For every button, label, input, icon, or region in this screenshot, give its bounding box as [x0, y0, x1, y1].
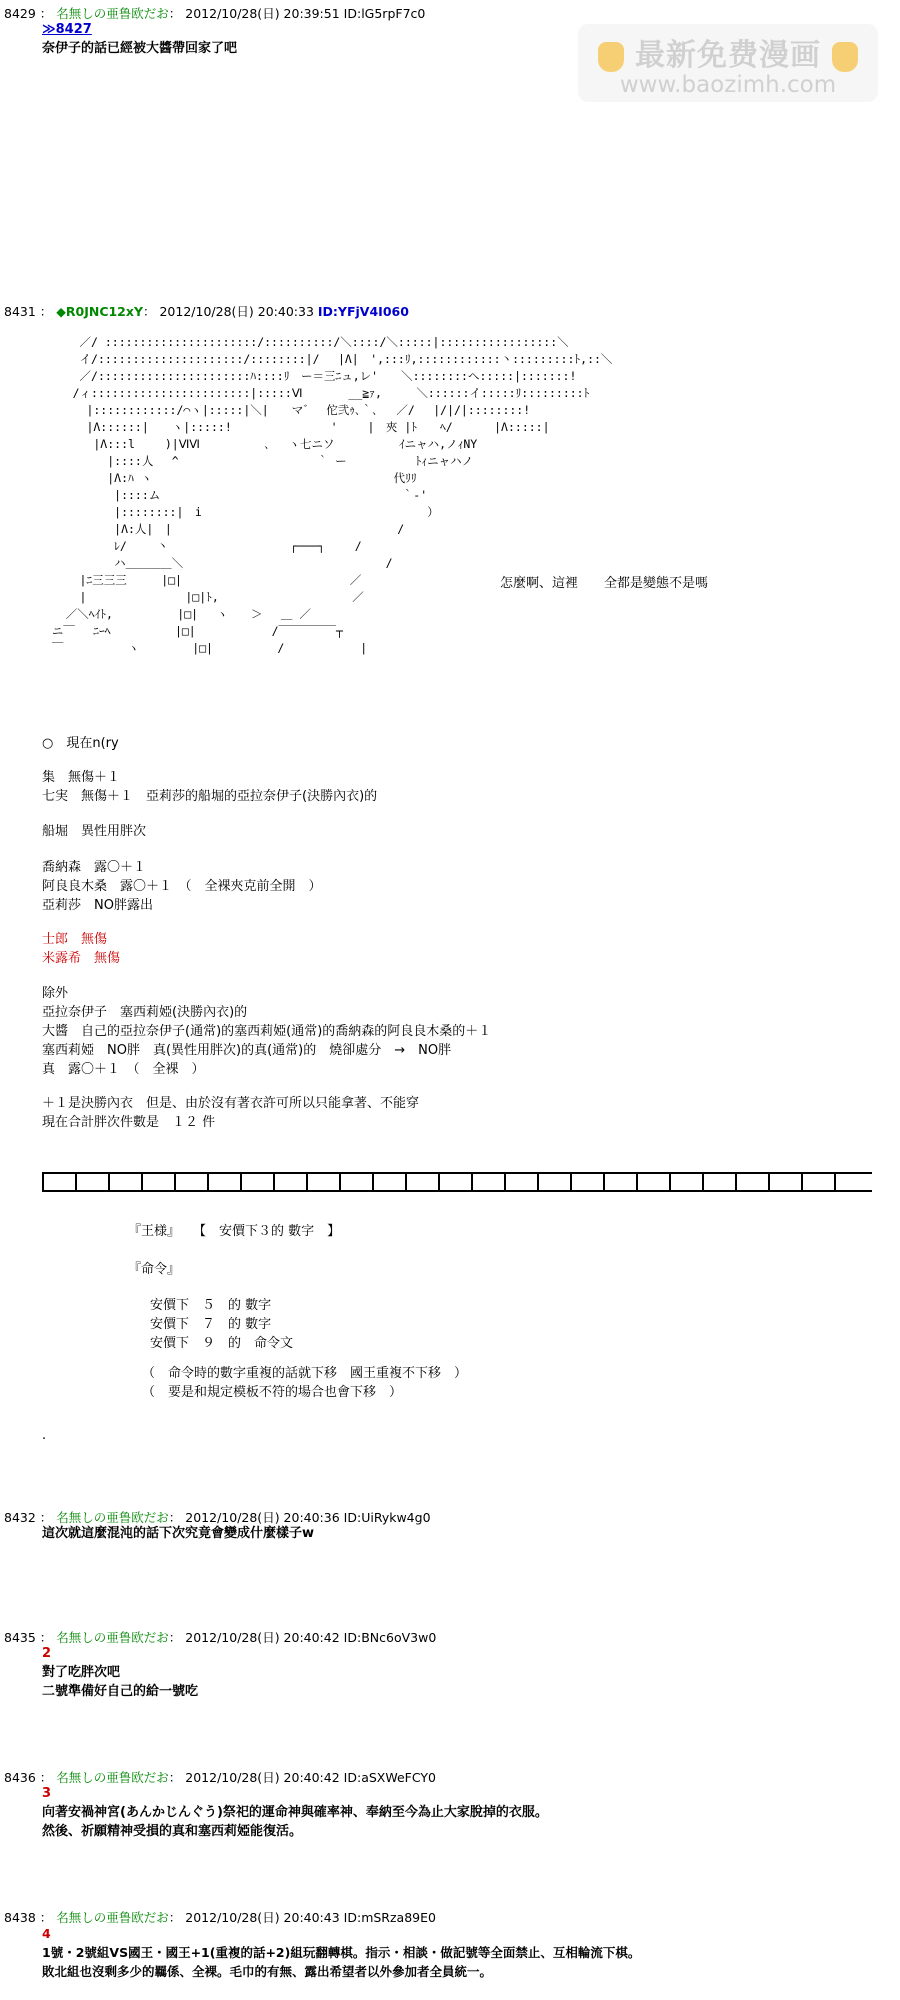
- poster-trip: ◆R0JNC12xY: [56, 304, 143, 319]
- post-number[interactable]: 8429: [4, 6, 36, 21]
- post-date: 2012/10/28(日) 20:40:42: [185, 1770, 340, 1785]
- ruler-tick: [504, 1172, 506, 1192]
- rule-notes: （ 命令時的數字重複的話就下移 國王重複不下移 ） （ 要是和規定模板不符的場合也會下移 ）: [142, 1366, 468, 1400]
- post-header: 8435 ： 名無しの亜鲁欧だお： 2012/10/28(日) 20:40:42 ID:BNc6oV3w0: [4, 1630, 437, 1645]
- poster-name: 名無しの亜鲁欧だお: [56, 1510, 169, 1525]
- post-id[interactable]: ID:mSRza89E0: [343, 1910, 436, 1925]
- ruler-tick: [471, 1172, 473, 1192]
- ruler-tick: [636, 1172, 638, 1192]
- post-date: 2012/10/28(日) 20:40:42: [185, 1630, 340, 1645]
- reply-anchor-link[interactable]: ≫8427: [42, 22, 92, 37]
- status-group-unharmed: 士郎 無傷 米露希 無傷: [42, 932, 121, 966]
- post-id[interactable]: ID:lG5rpF7c0: [343, 6, 426, 21]
- ruler-tick: [669, 1172, 671, 1192]
- post-header: 8429 ： 名無しの亜鲁欧だお： 2012/10/28(日) 20:39:51 ID:lG5rpF7c0: [4, 6, 426, 21]
- ruler-tick: [339, 1172, 341, 1192]
- status-group-excluded: 除外 亞拉奈伊子 塞西莉婭(決勝內衣)的 大醬 自己的亞拉奈伊子(通常)的塞西莉婭(通常)的喬納森的阿良良木桑的＋１ 塞西莉婭 NO胖 真(異性用胖次)的真(通常)的 燒卻處分 → NO胖 真 露〇＋１ （ 全裸 ）: [42, 986, 492, 1077]
- rule-command-list: 安價下 ５ 的 數字 安價下 ７ 的 數字 安價下 ９ 的 命令文: [150, 1298, 294, 1351]
- ruler-line: [42, 1172, 872, 1174]
- post-id[interactable]: ID:BNc6oV3w0: [343, 1630, 437, 1645]
- post-number[interactable]: 8438: [4, 1910, 36, 1925]
- post-number[interactable]: 8431: [4, 304, 36, 319]
- ruler-tick: [702, 1172, 704, 1192]
- status-group: 喬納森 露〇＋１ 阿良良木桑 露〇＋１ （ 全裸夾克前全開 ） 亞莉莎 NO胖露出: [42, 860, 322, 913]
- ruler-tick: [801, 1172, 803, 1192]
- poster-name: 名無しの亜鲁欧だお: [56, 1630, 169, 1645]
- divider-ruler: [42, 1172, 872, 1192]
- ruler-tick: [570, 1172, 572, 1192]
- post-date: 2012/10/28(日) 20:40:33: [159, 304, 314, 319]
- watermark-logo: [578, 24, 878, 102]
- status-current: ○ 現在n(ry: [42, 736, 119, 751]
- post-body: [42, 20, 237, 58]
- hand-icon: [598, 42, 624, 72]
- ruler-tick: [735, 1172, 737, 1192]
- ruler-tick: [537, 1172, 539, 1192]
- post-number[interactable]: 8436: [4, 1770, 36, 1785]
- poster-name: 名無しの亜鲁欧だお: [56, 1770, 169, 1785]
- post-id[interactable]: ID:UiRykw4g0: [343, 1510, 431, 1525]
- ruler-tick: [108, 1172, 110, 1192]
- rule-command-title: 『命令』: [128, 1262, 181, 1277]
- rule-king: 『王様』 【 安價下３的 數字 】: [128, 1224, 341, 1239]
- poster-name: 名無しの亜鲁欧だお: [56, 1910, 169, 1925]
- status-group: 船堀 異性用胖次: [42, 824, 147, 839]
- ruler-tick: [207, 1172, 209, 1192]
- ruler-tick: [405, 1172, 407, 1192]
- ascii-art-caption: 怎麼啊、這裡 全都是變態不是嗎: [500, 576, 709, 591]
- post-header: 8438 ： 名無しの亜鲁欧だお： 2012/10/28(日) 20:40:43 ID:mSRza89E0: [4, 1910, 436, 1925]
- ruler-tick: [75, 1172, 77, 1192]
- post-body: 3 向著安禍神宮(あんかじんぐう)祭祀的運命神與確率神、奉納至今為止大家脫掉的衣服。 然後、祈願精神受損的真和塞西莉婭能復活。: [42, 1786, 548, 1839]
- post-header: 8431 ： ◆R0JNC12xY： 2012/10/28(日) 20:40:33 ID:YFjV4I060: [4, 304, 409, 319]
- status-group-total: ＋１是決勝內衣 但是、由於沒有著衣許可所以只能拿著、不能穿 現在合計胖次件數是 １２ 件: [42, 1096, 420, 1130]
- post-id[interactable]: ID:YFjV4I060: [317, 304, 409, 319]
- ruler-tick: [273, 1172, 275, 1192]
- ruler-tick: [141, 1172, 143, 1192]
- post-body: 2 對了吃胖次吧 二號準備好自己的給一號吃: [42, 1646, 199, 1699]
- ruler-line: [42, 1190, 872, 1192]
- post-header: 8432 ： 名無しの亜鲁欧だお： 2012/10/28(日) 20:40:36 ID:UiRykw4g0: [4, 1510, 431, 1525]
- post-body: 4 1號・2號組VS國王・國王+1(重複的話+2)組玩翻轉棋。指示・相談・做記號等全面禁止、互相輪流下棋。 敗北組也沒剩多少的羈係、全裸。毛巾的有無、露出希望者以外參加者全員統一。: [42, 1926, 641, 1979]
- post-text: 奈伊子的話已經被大醬帶回家了吧: [42, 41, 238, 56]
- ascii-art-illustration: ／/ ::::::::::::::::::::::/::::::::::/＼::::/＼:::::|:::::::::::::::::＼ イ/:::::::::::::::::::::/::::::::|/ |Λ| ',:::ﾘ,::::::::::::丶:::::::::ﾄ,::＼ ／/::::::::::::::::::::::ﾊ::::ﾘ ー＝三ﾆュ,レ' ＼::::::::へ:::::|:::::::! /ィ:::::::::::::::::::::::|:::::Ⅵ __≧ｧ, ＼::::::イ:::::ﾘ:::::::::ﾄ |::::::::::::/⌒ヽ|:::::|＼| マ゛ 佗弐ｩ､｀､ ／/ |/|/|::::::::! |Λ::::::| ヽ|:::::! ' | 夾 |ﾄ ﾍ/ |Λ:::::| |Λ:::l )|ⅥⅥ ､ ヽ七ニソ ｲニャハ,ノｨNY |::::人 ^ ｀ ー ﾄｨニャハノ |Λ:ﾊ ヽ 代ﾘﾘ |::::ム ｀‐' |::::::::| i ） |Λ:人| | / ﾚ/ 丶 ┌───┐ / ハ＿＿＿＿＼ / |ﾆ三三三 |□| ／ | |□|ﾄ, ／ ／＼ﾍｲﾄ, |□| ヽ ＞ ＿ ／ ニ￣ ﾆｰﾍ |□| /￣￣￣￣￣┬ ￣ ヽ |□| / |: [51, 335, 613, 655]
- ruler-tick: [240, 1172, 242, 1192]
- ruler-tick: [438, 1172, 440, 1192]
- ruler-tick: [42, 1172, 44, 1192]
- ruler-tick: [372, 1172, 374, 1192]
- ruler-tick: [603, 1172, 605, 1192]
- watermark-url: www.baozimh.com: [619, 72, 837, 98]
- poster-name: 名無しの亜鲁欧だお: [56, 6, 169, 21]
- ruler-tick: [174, 1172, 176, 1192]
- watermark-title: 最新免费漫画: [578, 30, 878, 74]
- ruler-tick: [834, 1172, 836, 1192]
- status-group: 集 無傷＋１ 七実 無傷＋１ 亞莉莎的船堀的亞拉奈伊子(決勝內衣)的: [42, 770, 378, 804]
- post-number[interactable]: 8435: [4, 1630, 36, 1645]
- post-date: 2012/10/28(日) 20:40:36: [185, 1510, 340, 1525]
- post-number[interactable]: 8432: [4, 1510, 36, 1525]
- post-id[interactable]: ID:aSXWeFCY0: [343, 1770, 436, 1785]
- post-date: 2012/10/28(日) 20:40:43: [185, 1910, 340, 1925]
- post-date: 2012/10/28(日) 20:39:51: [185, 6, 340, 21]
- hand-icon: [832, 42, 858, 72]
- ruler-tick: [306, 1172, 308, 1192]
- post-header: 8436 ： 名無しの亜鲁欧だお： 2012/10/28(日) 20:40:42 ID:aSXWeFCY0: [4, 1770, 436, 1785]
- separator-dot: .: [42, 1428, 47, 1443]
- post-body: 這次就這麼混沌的話下次究竟會變成什麼樣子w: [42, 1526, 315, 1541]
- ruler-tick: [768, 1172, 770, 1192]
